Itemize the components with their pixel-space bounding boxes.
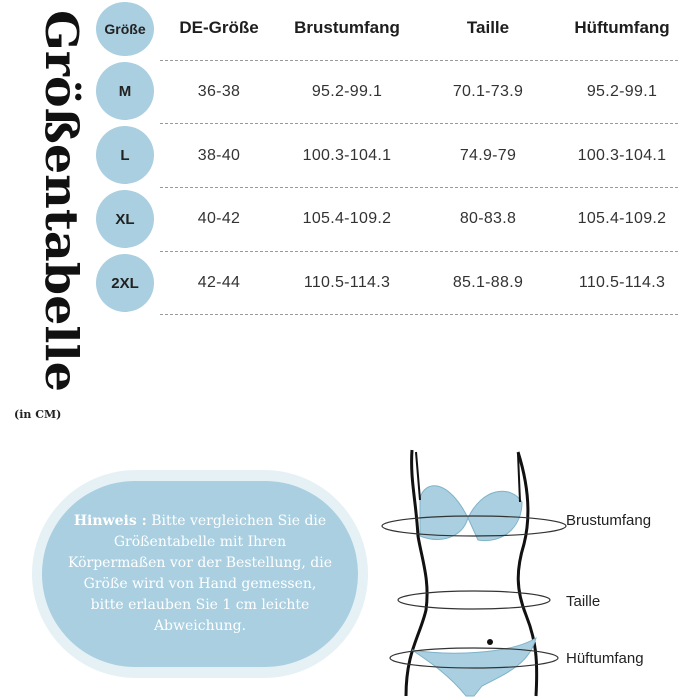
- page-title: [6, 6, 88, 398]
- cell-huefte-m: 95.2-99.1: [586, 83, 658, 100]
- cell-de-l: 38-40: [197, 147, 241, 164]
- note-body: Bitte vergleichen Sie die Größentabelle mit Ihren Körpermaßen vor der Bestellung, die Größe wird von Hand gemessen, bitte erlauben Sie 1 cm leichte Abweichung.: [68, 513, 332, 634]
- cell-brust-2xl: 110.5-114.3: [303, 274, 391, 291]
- unit-label: (in CM): [14, 408, 62, 421]
- cell-huefte-xl: 105.4-109.2: [577, 210, 667, 227]
- cell-huefte-l: 100.3-104.1: [577, 147, 667, 164]
- label-brust: Brustumfang: [566, 512, 652, 529]
- cell-de-2xl: 42-44: [197, 274, 241, 291]
- row-divider: [160, 60, 678, 61]
- navel: [487, 639, 493, 645]
- size-header: Größe: [96, 2, 154, 56]
- bra-strap-left: [416, 452, 420, 500]
- note-text: [65, 511, 335, 637]
- cell-taille-l: 74.9-79: [459, 147, 517, 164]
- row-divider: [160, 314, 678, 315]
- row-divider: [160, 123, 678, 124]
- column-header-brust: Brustumfang: [294, 18, 400, 37]
- cell-brust-m: 95.2-99.1: [311, 83, 383, 100]
- body-measurement-illustration: [370, 440, 570, 700]
- ring-taille: [398, 591, 550, 609]
- cell-taille-xl: 80-83.8: [459, 210, 517, 227]
- bra-left-cup: [420, 486, 468, 540]
- cell-brust-xl: 105.4-109.2: [302, 210, 392, 227]
- column-header-de: DE-Größe: [179, 18, 259, 37]
- size-badge-2xl: 2XL: [96, 254, 154, 312]
- column-header-taille: Taille: [466, 18, 510, 37]
- cell-brust-l: 100.3-104.1: [302, 147, 392, 164]
- torso-left-outline: [406, 450, 427, 696]
- cell-taille-m: 70.1-73.9: [452, 83, 524, 100]
- label-taille: Taille: [566, 593, 601, 610]
- cell-de-xl: 40-42: [197, 210, 241, 227]
- note-label: Hinweis :: [73, 513, 147, 529]
- size-badge-xl: XL: [96, 190, 154, 248]
- size-badge-l: L: [96, 126, 154, 184]
- row-divider: [160, 187, 678, 188]
- size-badge-m: M: [96, 62, 154, 120]
- column-header-huefte: Hüftumfang: [574, 18, 670, 37]
- label-huefte: Hüftumfang: [566, 650, 644, 667]
- note-pill: [42, 481, 358, 667]
- row-divider: [160, 251, 678, 252]
- cell-taille-2xl: 85.1-88.9: [452, 274, 524, 291]
- page-title-text: Größentabelle: [35, 10, 88, 371]
- cell-de-m: 36-38: [197, 83, 241, 100]
- cell-huefte-2xl: 110.5-114.3: [578, 274, 666, 291]
